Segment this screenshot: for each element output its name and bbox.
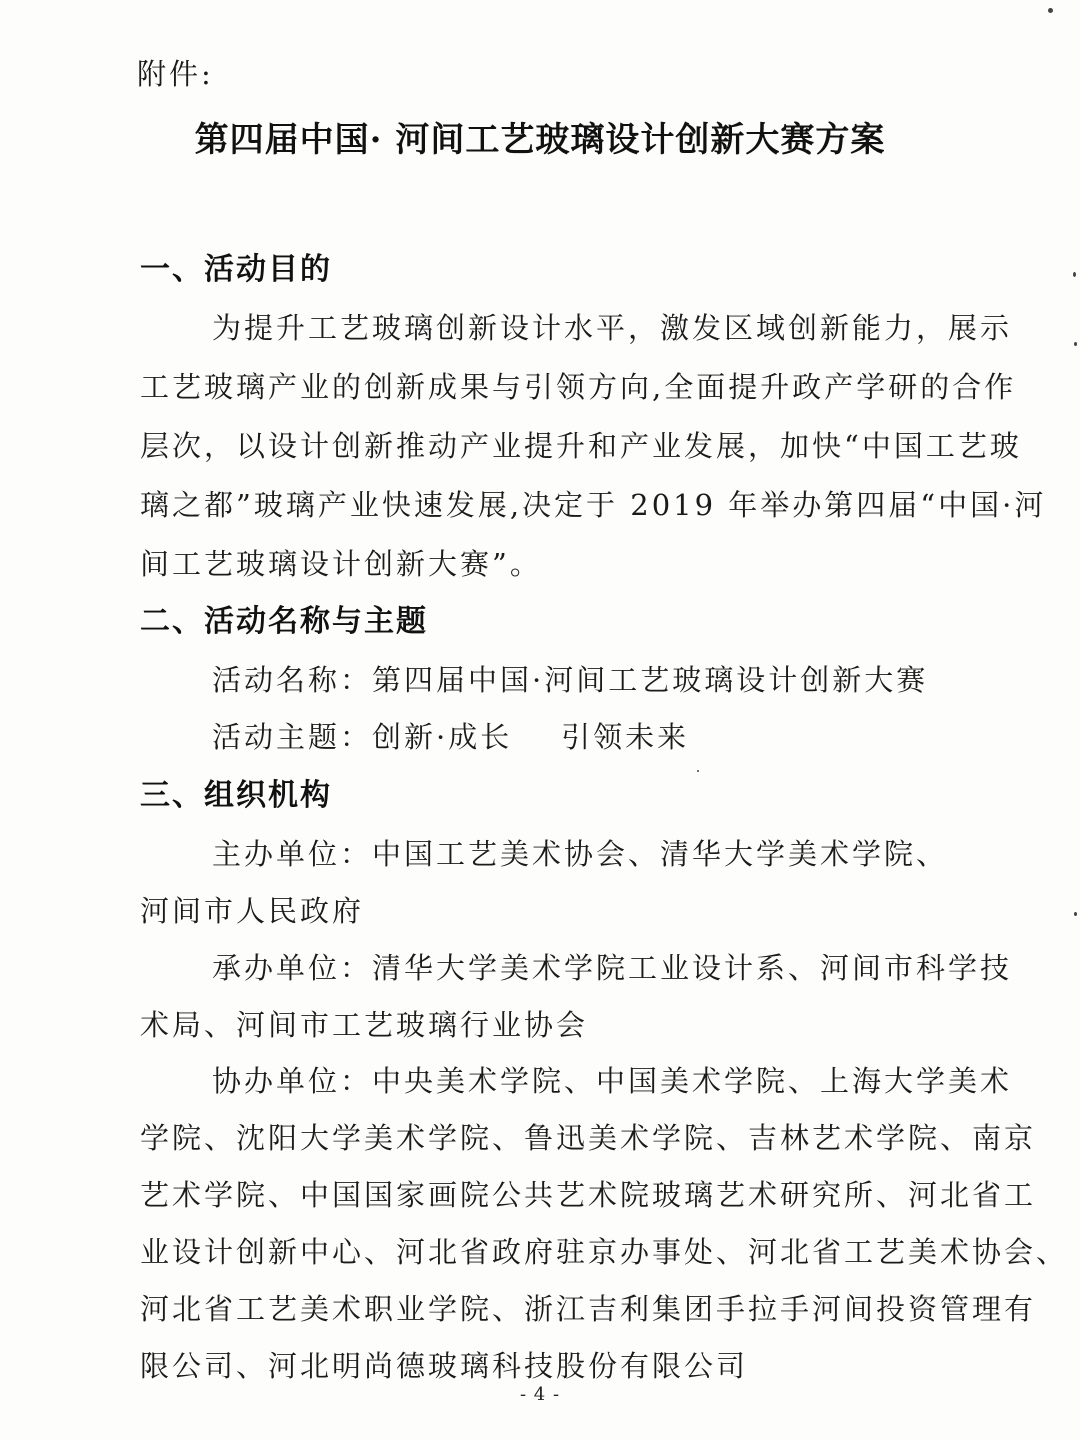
document-title: 第四届中国· 河间工艺玻璃设计创新大赛方案 (194, 120, 886, 160)
co-organizer-units-line: 业设计创新中心、河北省政府驻京办事处、河北省工艺美术协会、 (140, 1235, 1069, 1269)
activity-name-line: 活动名称：第四届中国·河间工艺玻璃设计创新大赛 (212, 663, 929, 697)
section-heading-purpose: 一、活动目的 (140, 252, 332, 287)
scan-speck (1074, 912, 1077, 916)
co-organizer-units-line: 学院、沈阳大学美术学院、鲁迅美术学院、吉林艺术学院、南京 (140, 1121, 1037, 1155)
organizer-units-line: 术局、河间市工艺玻璃行业协会 (140, 1008, 589, 1042)
attachment-label: 附件: (137, 57, 214, 91)
co-organizer-units-line: 协办单位：中央美术学院、中国美术学院、上海大学美术 (212, 1064, 1013, 1098)
co-organizer-units-line: 艺术学院、中国国家画院公共艺术院玻璃艺术研究所、河北省工 (140, 1178, 1037, 1212)
section-heading-organization: 三、组织机构 (140, 778, 332, 813)
section-heading-name-theme: 二、活动名称与主题 (140, 604, 428, 639)
host-units-line: 主办单位：中国工艺美术协会、清华大学美术学院、 (212, 837, 949, 871)
scan-speck (1048, 8, 1053, 13)
paragraph-line: 间工艺玻璃设计创新大赛”。 (140, 547, 542, 581)
paragraph-line: 为提升工艺玻璃创新设计水平，激发区域创新能力，展示 (212, 311, 1013, 345)
scan-speck (697, 770, 699, 772)
paragraph-line: 层次，以设计创新推动产业提升和产业发展，加快“中国工艺玻 (140, 429, 1022, 463)
scan-speck (1073, 272, 1076, 277)
host-units-line: 河间市人民政府 (140, 894, 365, 928)
co-organizer-units-line: 河北省工艺美术职业学院、浙江吉利集团手拉手河间投资管理有 (140, 1292, 1037, 1326)
scan-speck (1074, 342, 1077, 346)
activity-theme-line: 活动主题：创新·成长 引领未来 (212, 720, 690, 754)
page-number: - 4 - (519, 1384, 561, 1405)
paragraph-line: 工艺玻璃产业的创新成果与引领方向,全面提升政产学研的合作 (140, 370, 1017, 404)
paragraph-line: 璃之都”玻璃产业快速发展,决定于 2019 年举办第四届“中国·河 (140, 488, 1047, 522)
organizer-units-line: 承办单位：清华大学美术学院工业设计系、河间市科学技 (212, 951, 1013, 985)
co-organizer-units-line: 限公司、河北明尚德玻璃科技股份有限公司 (140, 1349, 749, 1383)
